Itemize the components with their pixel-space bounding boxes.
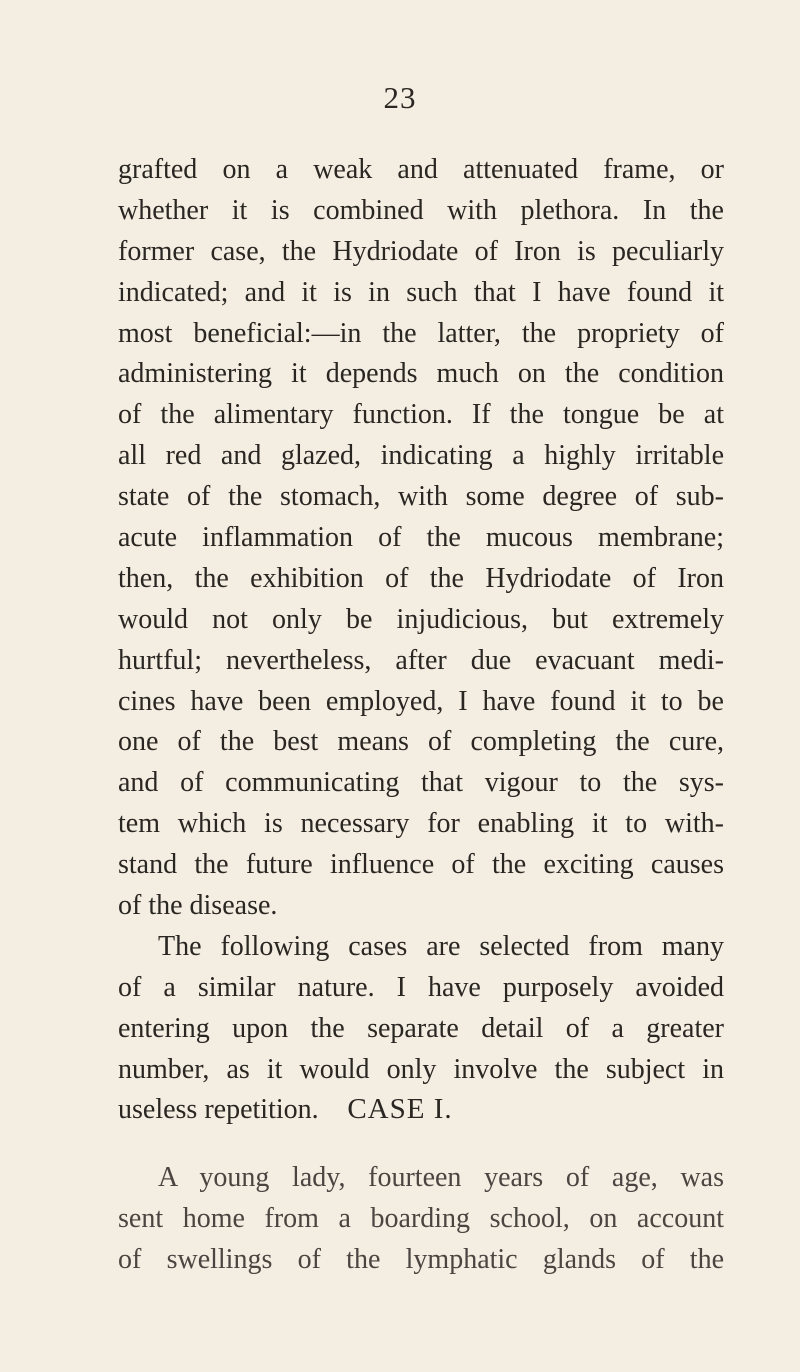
text-line: useless repetition. xyxy=(118,1094,319,1126)
text-line: stand the future influence of the exciting causes xyxy=(118,849,724,881)
text-line-paragraph-start: The following cases are selected from many xyxy=(158,930,724,962)
text-line: former case, the Hydriodate of Iron is peculiarly xyxy=(118,235,724,267)
text-line: one of the best means of completing the cure, xyxy=(118,726,724,758)
text-line: acute inflammation of the mucous membrane; xyxy=(118,522,724,554)
text-line: most beneficial:—in the latter, the propriety of xyxy=(118,317,724,349)
text-line: grafted on a weak and attenuated frame, or xyxy=(118,154,724,185)
text-line: of a similar nature. I have purposely avoided xyxy=(118,971,724,1003)
body-text xyxy=(118,150,724,1131)
text-line: state of the stomach, with some degree of sub- xyxy=(118,481,724,513)
text-line: cines have been employed, I have found it to be xyxy=(118,685,724,717)
text-line-paragraph-start: A young lady, fourteen years of age, was xyxy=(158,1162,724,1193)
text-line: and of communicating that vigour to the sys- xyxy=(118,767,724,799)
text-line: sent home from a boarding school, on account xyxy=(118,1202,724,1234)
text-line: of the alimentary function. If the tongue be at xyxy=(118,399,724,431)
text-line: indicated; and it is in such that I have found it xyxy=(118,276,724,308)
text-line: would not only be injudicious, but extremely xyxy=(118,603,724,635)
text-line: then, the exhibition of the Hydriodate of Iron xyxy=(118,562,724,594)
text-line: all red and glazed, indicating a highly irritable xyxy=(118,440,724,472)
text-line: number, as it would only involve the subject in xyxy=(118,1053,724,1085)
text-line: tem which is necessary for enabling it to with- xyxy=(118,808,724,840)
case-text xyxy=(118,1158,724,1281)
text-line: administering it depends much on the condition xyxy=(118,358,724,390)
text-line: entering upon the separate detail of a greater xyxy=(118,1012,724,1044)
text-line: of swellings of the lymphatic glands of the xyxy=(118,1243,724,1275)
page-number: 23 xyxy=(383,80,417,115)
text-line: whether it is combined with plethora. In the xyxy=(118,194,724,226)
text-line: hurtful; nevertheless, after due evacuant medi- xyxy=(118,644,724,676)
text-line: of the disease. xyxy=(118,890,278,922)
case-heading: CASE I. xyxy=(347,1093,453,1125)
